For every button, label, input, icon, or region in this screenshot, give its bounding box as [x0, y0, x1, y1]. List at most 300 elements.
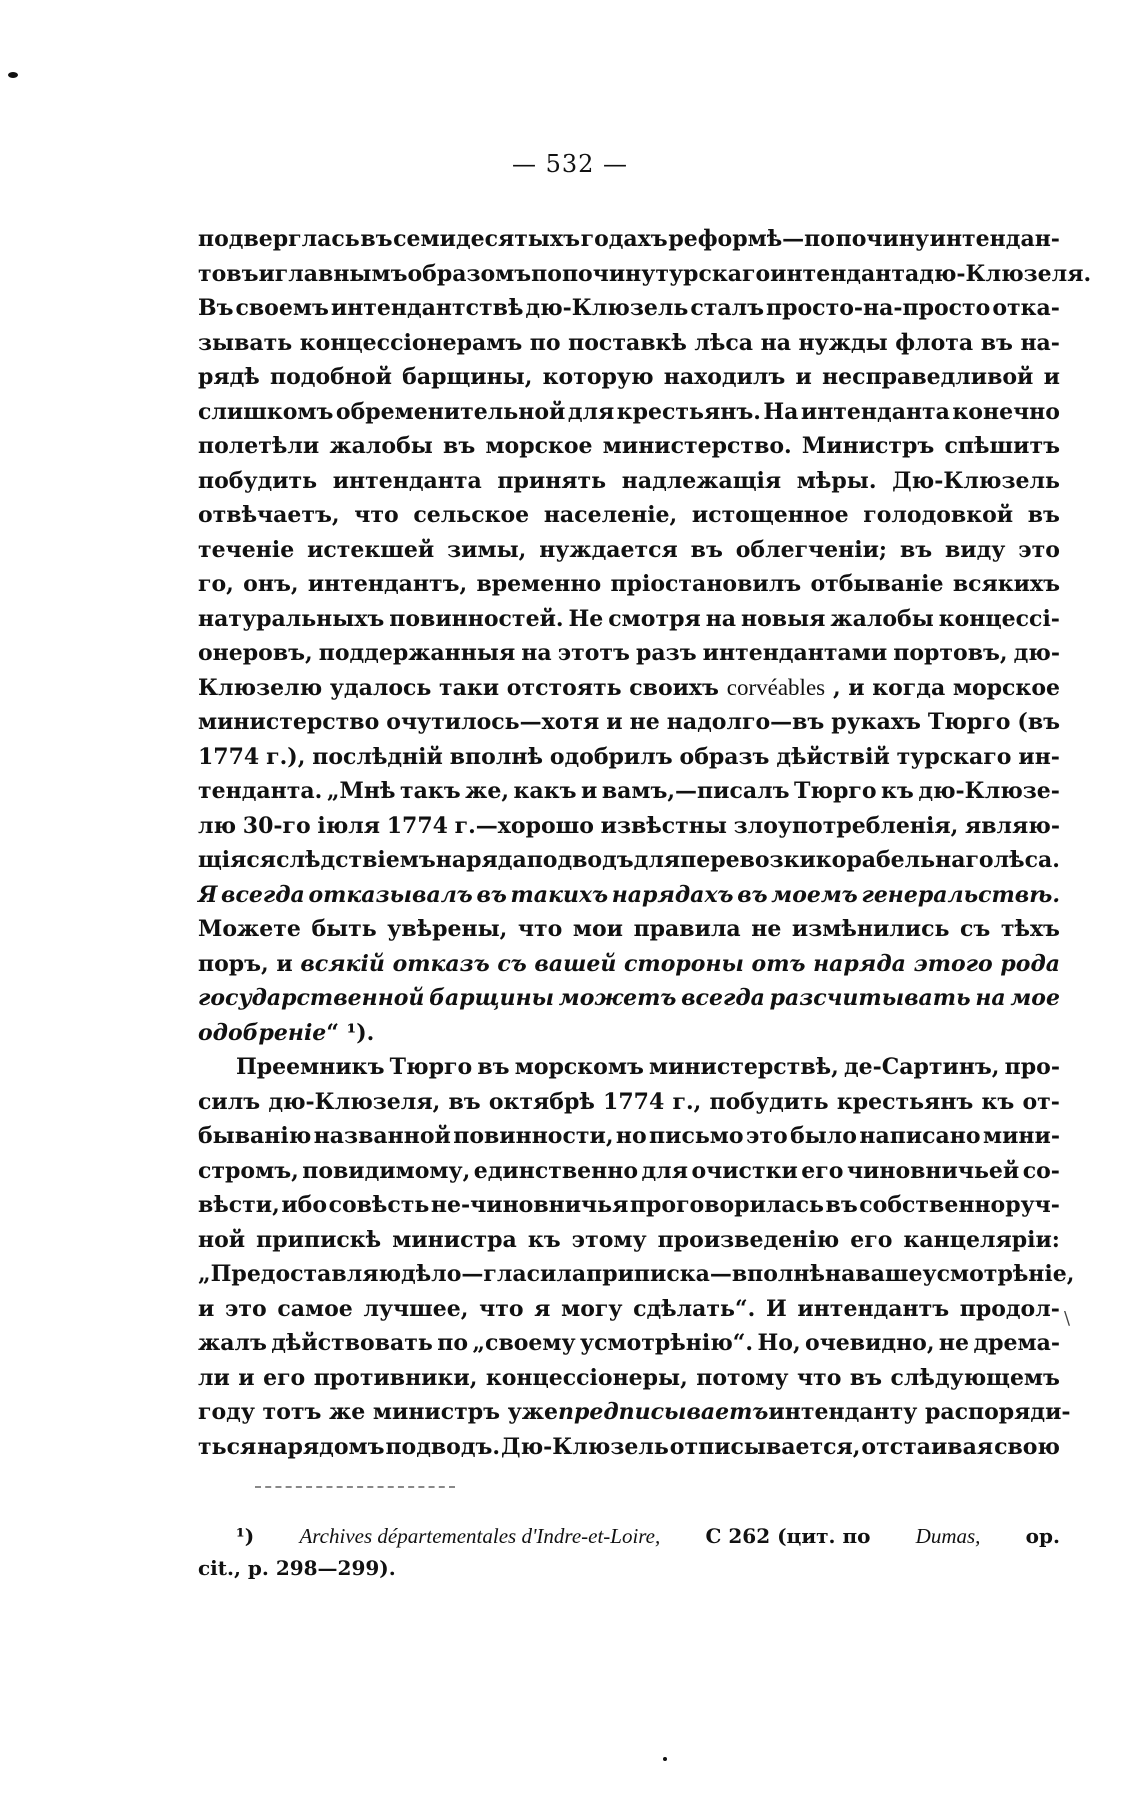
- word: дю-Клюзеля,: [268, 1088, 441, 1115]
- word: портовъ,: [893, 640, 1008, 666]
- word: „Предоставляю: [198, 1261, 402, 1287]
- word: барщины,: [402, 364, 533, 390]
- word: интенданта: [770, 260, 920, 287]
- footnote-author: Dumas,: [915, 1524, 981, 1548]
- word: измѣнились: [791, 916, 950, 942]
- word: вамъ,—писалъ: [601, 778, 790, 804]
- word: могу: [561, 1295, 623, 1322]
- word: не: [629, 709, 660, 735]
- word: на: [975, 985, 1006, 1011]
- word: припискѣ: [256, 1226, 382, 1253]
- word: щіяся: [198, 847, 277, 873]
- word: находилъ: [663, 364, 786, 390]
- word: про-: [1004, 1054, 1060, 1080]
- word: и: [1043, 364, 1060, 390]
- word: очистки: [691, 1157, 798, 1184]
- word: 1774: [386, 812, 448, 839]
- word: временно: [476, 571, 602, 597]
- word: по: [529, 329, 561, 356]
- word: къ: [527, 1226, 561, 1253]
- word: обременительной: [335, 398, 566, 425]
- word: Въ: [198, 295, 234, 321]
- footnote-op: op.: [1025, 1524, 1060, 1548]
- word: увѣрены,: [387, 916, 508, 942]
- word: 1774: [198, 743, 260, 770]
- word: зывать: [198, 329, 293, 356]
- word: реформѣ—по: [668, 226, 835, 252]
- word: пріостановилъ: [610, 571, 802, 597]
- word: г.—хорошо: [454, 812, 594, 839]
- word: Но,: [757, 1330, 801, 1356]
- word: дю-Клюзе-: [918, 778, 1060, 804]
- text-line: [198, 498, 1060, 533]
- word: повинности,: [453, 1123, 614, 1149]
- word: поддержанныя: [318, 640, 516, 666]
- word: разъ: [636, 640, 697, 666]
- text-line: [198, 740, 1060, 775]
- word: крестьянъ.: [616, 398, 761, 425]
- word: истощенное: [691, 502, 849, 528]
- word: Не: [568, 605, 604, 632]
- word: жалобы: [830, 605, 934, 632]
- word: лучшее,: [363, 1295, 469, 1322]
- word: подводъ.: [385, 1433, 501, 1460]
- text-segment-italic: всякій отказъ съ вашей стороны отъ наряда этого рода: [300, 950, 1060, 977]
- word: концессі-: [938, 605, 1060, 632]
- word: въ: [448, 1088, 481, 1115]
- word: названной: [313, 1123, 451, 1149]
- word: слишкомъ: [198, 398, 334, 425]
- word: произведенію: [657, 1226, 840, 1253]
- word: одобрилъ: [549, 743, 673, 770]
- word: чиновничьей: [846, 1157, 1020, 1184]
- word: товъ: [198, 260, 259, 287]
- word: министра: [392, 1226, 517, 1253]
- word: являю-: [964, 812, 1060, 839]
- word: полетѣли: [198, 433, 320, 459]
- word: и: [258, 260, 275, 287]
- word: министерствѣ,: [649, 1054, 839, 1080]
- word: правила: [633, 916, 741, 942]
- text-line: [198, 1395, 1071, 1430]
- word: главнымъ: [274, 260, 408, 287]
- word: я: [534, 1295, 551, 1322]
- word: спѣшитъ: [944, 433, 1060, 459]
- word: продол-: [959, 1295, 1060, 1322]
- footnote: [198, 1520, 1060, 1584]
- word: И: [765, 1295, 787, 1322]
- text-line: [198, 912, 1060, 947]
- word: такихъ: [510, 881, 609, 908]
- word: г.),: [266, 743, 306, 770]
- word: Можете: [198, 916, 301, 942]
- text-line: [198, 1154, 1060, 1189]
- text-line: [198, 774, 1060, 809]
- word: проговорилась: [629, 1192, 824, 1218]
- word: мини-: [982, 1123, 1060, 1149]
- word: наряда: [435, 847, 527, 873]
- word: отбываніе: [810, 571, 944, 597]
- word: и: [606, 709, 623, 735]
- word: съ: [960, 916, 991, 942]
- text-line: [198, 360, 1060, 395]
- word: генеральствѣ.: [861, 881, 1060, 908]
- word: для: [567, 398, 615, 425]
- word: лѣса: [694, 329, 754, 356]
- footnote-source: Archives départementales d'Indre-et-Loire,: [299, 1524, 661, 1548]
- text-line: [198, 464, 1060, 499]
- word: противники,: [313, 1364, 478, 1391]
- word: перевозки: [680, 847, 816, 873]
- word: вполнѣ: [449, 743, 543, 770]
- word: со-: [1022, 1157, 1060, 1184]
- word: къ: [981, 1088, 1015, 1115]
- word: Тюрго: [927, 709, 1011, 735]
- word: разсчитывать: [769, 985, 971, 1011]
- text-line: [198, 705, 1060, 740]
- word: свою: [994, 1433, 1060, 1460]
- word: отписывается,: [669, 1433, 861, 1460]
- footnote-line: [198, 1520, 1060, 1552]
- text-line: [198, 1292, 1060, 1327]
- word: же,: [465, 778, 510, 804]
- word: письмо: [649, 1123, 744, 1149]
- text-line: [198, 809, 1060, 844]
- text-line: [198, 1188, 1060, 1223]
- word: по: [531, 260, 562, 287]
- word: семидесятыхъ: [393, 226, 580, 252]
- word: мое: [1010, 985, 1060, 1011]
- word: почину: [561, 260, 656, 287]
- word: виду: [944, 536, 1006, 563]
- word: и: [580, 778, 598, 804]
- word: октябрѣ: [488, 1088, 595, 1115]
- word: почину: [835, 226, 929, 252]
- word: написано: [859, 1123, 981, 1149]
- word: конечно: [952, 398, 1060, 425]
- word: слѣдующемъ: [890, 1364, 1060, 1391]
- word: несправедливой: [822, 364, 1034, 390]
- word: всегда: [681, 985, 765, 1011]
- word: канцеляріи:: [903, 1226, 1060, 1253]
- word: (въ: [1017, 709, 1060, 735]
- word: дѣйствій: [776, 743, 890, 770]
- word: тенданта.: [198, 778, 323, 804]
- word: повинностей.: [389, 605, 564, 632]
- word: годахъ: [580, 226, 668, 252]
- word: потому: [696, 1364, 789, 1391]
- ink-speck: [8, 72, 18, 78]
- word: от-: [1022, 1088, 1060, 1115]
- word: флота: [895, 329, 974, 356]
- word: на: [760, 329, 791, 356]
- word: можетъ: [558, 985, 677, 1011]
- word: турскаго: [655, 260, 771, 287]
- word: въ: [737, 881, 768, 908]
- word: „своему: [472, 1330, 576, 1356]
- word: населеніе,: [543, 502, 678, 528]
- word: іюля: [317, 812, 381, 839]
- word: которую: [542, 364, 654, 390]
- word: самое: [277, 1295, 353, 1322]
- word: не: [751, 916, 782, 942]
- word: лѣса.: [993, 847, 1060, 873]
- word: государственной: [198, 985, 425, 1011]
- word: въ: [443, 433, 476, 459]
- word: его: [850, 1226, 893, 1253]
- word: зимы,: [447, 536, 527, 563]
- text-line: [198, 429, 1060, 464]
- word: интендан-: [929, 226, 1060, 252]
- word: голодовкой: [863, 502, 1014, 528]
- word: дѣло—гласила: [401, 1261, 587, 1287]
- word: не: [938, 1330, 970, 1356]
- word: Дю-Клюзель: [892, 467, 1060, 494]
- word: злоупотребленія,: [733, 812, 959, 839]
- text-line: [198, 567, 1060, 602]
- word: по: [437, 1330, 468, 1356]
- word: мѣры.: [796, 467, 877, 494]
- word: это: [745, 1123, 788, 1149]
- word: что: [479, 1295, 524, 1322]
- word: какъ: [513, 778, 577, 804]
- text-line: [198, 602, 1060, 637]
- word: этому: [571, 1226, 647, 1253]
- word: это: [1018, 536, 1060, 563]
- text-segment: Клюзелю удалось таки отстоять своихъ: [198, 674, 719, 701]
- word: принять: [497, 467, 607, 494]
- text-segment-italic: предписываетъ: [558, 1399, 769, 1425]
- word: подобной: [270, 364, 392, 390]
- word: интендантъ,: [307, 571, 468, 597]
- word: новыя: [741, 605, 826, 632]
- page-number: — 532 —: [511, 150, 629, 178]
- word: на: [705, 605, 737, 632]
- word: но: [615, 1123, 647, 1149]
- word: крестьянъ: [836, 1088, 974, 1115]
- word: въ: [1027, 502, 1060, 528]
- word: къ: [881, 778, 914, 804]
- word: въ: [477, 1054, 510, 1080]
- word: интенданта: [800, 398, 950, 425]
- word: Я: [198, 881, 218, 908]
- word: концессіонерамъ: [299, 329, 523, 356]
- word: дю-Клюзель: [525, 295, 689, 321]
- word: интендантъ: [797, 1295, 950, 1322]
- footnote-ref-text: C 262 (цит. по: [705, 1524, 871, 1548]
- text-line: [198, 1326, 1060, 1361]
- word: усмотрѣніе,: [922, 1261, 1075, 1287]
- word: просто-на-просто: [766, 295, 991, 321]
- word: „Мнѣ: [326, 778, 396, 804]
- footnote-marker: ¹): [236, 1524, 255, 1548]
- word: въ: [899, 536, 933, 563]
- word: такъ: [399, 778, 461, 804]
- text-line: [198, 1361, 1060, 1396]
- text-line: [198, 257, 1092, 292]
- word: въ: [980, 329, 1013, 356]
- word: ин-: [1018, 743, 1060, 770]
- text-line: [198, 1085, 1060, 1120]
- text-segment-italic: одобреніе: [198, 1019, 327, 1046]
- text-line: [198, 395, 1060, 430]
- text-segment: поръ, и: [198, 950, 293, 977]
- word: и: [795, 364, 812, 390]
- word: извѣстны: [600, 812, 727, 839]
- word: нужды: [798, 329, 888, 356]
- word: жалъ: [198, 1330, 267, 1356]
- word: побудить: [709, 1088, 829, 1115]
- word: го,: [198, 571, 234, 597]
- word: интендантами: [702, 640, 888, 666]
- word: 30-го: [242, 812, 311, 839]
- ink-speck: [663, 1757, 667, 1761]
- word: подверглась: [198, 226, 360, 252]
- word: отказывалъ: [308, 881, 473, 908]
- word: истекшей: [307, 536, 435, 563]
- word: повидимому,: [302, 1157, 471, 1184]
- word: для: [633, 847, 681, 873]
- word: поставкѣ: [568, 329, 687, 356]
- word: г.,: [672, 1088, 702, 1115]
- word: этотъ: [557, 640, 630, 666]
- word: Министръ: [801, 433, 935, 459]
- word: усмотрѣнію“.: [580, 1330, 754, 1356]
- word: На: [763, 398, 799, 425]
- word: рукахъ: [831, 709, 921, 735]
- word: Тюрго: [794, 778, 877, 804]
- word: въ: [360, 226, 393, 252]
- word: очутилось—хотя: [386, 709, 600, 735]
- text-line: [198, 1223, 1060, 1258]
- word: на: [521, 640, 552, 666]
- word: интенданта: [332, 467, 482, 494]
- word: его: [263, 1364, 306, 1391]
- word: ной: [198, 1226, 246, 1253]
- word: всегда: [221, 881, 305, 908]
- word: интендантствѣ: [330, 295, 524, 321]
- word: быть: [311, 916, 377, 942]
- word: что: [517, 916, 563, 942]
- word: министерство: [198, 709, 380, 735]
- word: это: [224, 1295, 267, 1322]
- word: всякихъ: [952, 571, 1060, 597]
- word: для: [641, 1157, 688, 1184]
- word: нуждается: [539, 536, 678, 563]
- word: на: [825, 1261, 856, 1287]
- word: Дю-Клюзель: [501, 1433, 669, 1460]
- word: вѣсти,: [198, 1192, 280, 1218]
- text-line: [198, 533, 1060, 568]
- word: стромъ,: [198, 1157, 299, 1184]
- word: побудить: [198, 467, 318, 494]
- footnote-ref: “ ¹).: [326, 1019, 375, 1046]
- word: министерство.: [602, 433, 792, 459]
- word: турскаго: [896, 743, 1012, 770]
- word: нарядахъ: [611, 881, 734, 908]
- word: очевидно,: [805, 1330, 935, 1356]
- text-line: [198, 326, 1060, 361]
- word: ибо: [281, 1192, 327, 1218]
- text-segment-latin: corvéables: [726, 674, 826, 700]
- word: своемъ: [235, 295, 329, 321]
- word: отка-: [992, 295, 1060, 321]
- word: сельское: [413, 502, 530, 528]
- margin-mark: \: [1064, 1308, 1071, 1329]
- text-line-italic: [198, 878, 1060, 913]
- word: де-Сартинъ,: [843, 1054, 1000, 1080]
- word: ваше: [855, 1261, 923, 1287]
- word: приписка—вполнѣ: [586, 1261, 825, 1287]
- word: въ: [849, 1364, 882, 1391]
- text-line: [198, 222, 1060, 257]
- word: онъ,: [243, 571, 299, 597]
- word: въ: [476, 881, 507, 908]
- word: образъ: [679, 743, 770, 770]
- word: сдѣлать“.: [633, 1295, 756, 1322]
- word: дю-: [1013, 640, 1060, 666]
- text-line: [198, 1050, 1060, 1085]
- word: отвѣчаетъ,: [198, 502, 340, 528]
- text-line: [198, 1119, 1060, 1154]
- word: моемъ: [771, 881, 858, 908]
- text-segment: году тотъ же министръ уже: [198, 1399, 558, 1425]
- word: образомъ: [407, 260, 532, 287]
- text-line: [198, 636, 1060, 671]
- word: мои: [572, 916, 623, 942]
- word: смотря: [608, 605, 701, 632]
- word: собственноруч-: [859, 1192, 1060, 1218]
- text-line: [198, 1016, 1060, 1051]
- word: быванію: [198, 1123, 312, 1149]
- word: рядѣ: [198, 364, 260, 390]
- word: Преемникъ: [236, 1054, 385, 1080]
- word: послѣдній: [312, 743, 443, 770]
- word: дѣйствовать: [271, 1330, 433, 1356]
- word: ться: [198, 1433, 257, 1460]
- word: морскомъ: [514, 1054, 644, 1080]
- word: въ: [690, 536, 723, 563]
- word: теченіе: [198, 536, 295, 563]
- word: отстаивая: [861, 1433, 994, 1460]
- word: единственно: [473, 1157, 639, 1184]
- word: тѣхъ: [1000, 916, 1060, 942]
- footnote-line: cit., p. 298—299).: [198, 1556, 396, 1580]
- word: концессіонеры,: [485, 1364, 688, 1391]
- word: сталъ: [690, 295, 765, 321]
- word: нарядомъ: [257, 1433, 385, 1460]
- word: лю: [198, 812, 237, 839]
- word: натуральныхъ: [198, 605, 385, 632]
- text-line: [198, 843, 1060, 878]
- body-text: [198, 222, 1092, 1464]
- word: корабельнаго: [815, 847, 994, 873]
- word: подводъ: [526, 847, 634, 873]
- word: жалобы: [329, 433, 433, 459]
- word: дрема-: [973, 1330, 1060, 1356]
- text-line: [198, 947, 1060, 982]
- word: надлежащія: [621, 467, 782, 494]
- word: и: [238, 1364, 255, 1391]
- word: слѣдствіемъ: [276, 847, 436, 873]
- word: его: [801, 1157, 844, 1184]
- word: надолго—въ: [666, 709, 825, 735]
- text-segment: интенданту распоряди-: [768, 1399, 1071, 1425]
- word: совѣсть: [328, 1192, 430, 1218]
- word: дю-Клюзеля.: [919, 260, 1092, 287]
- text-line-italic: [198, 981, 1060, 1016]
- word: силъ: [198, 1088, 261, 1115]
